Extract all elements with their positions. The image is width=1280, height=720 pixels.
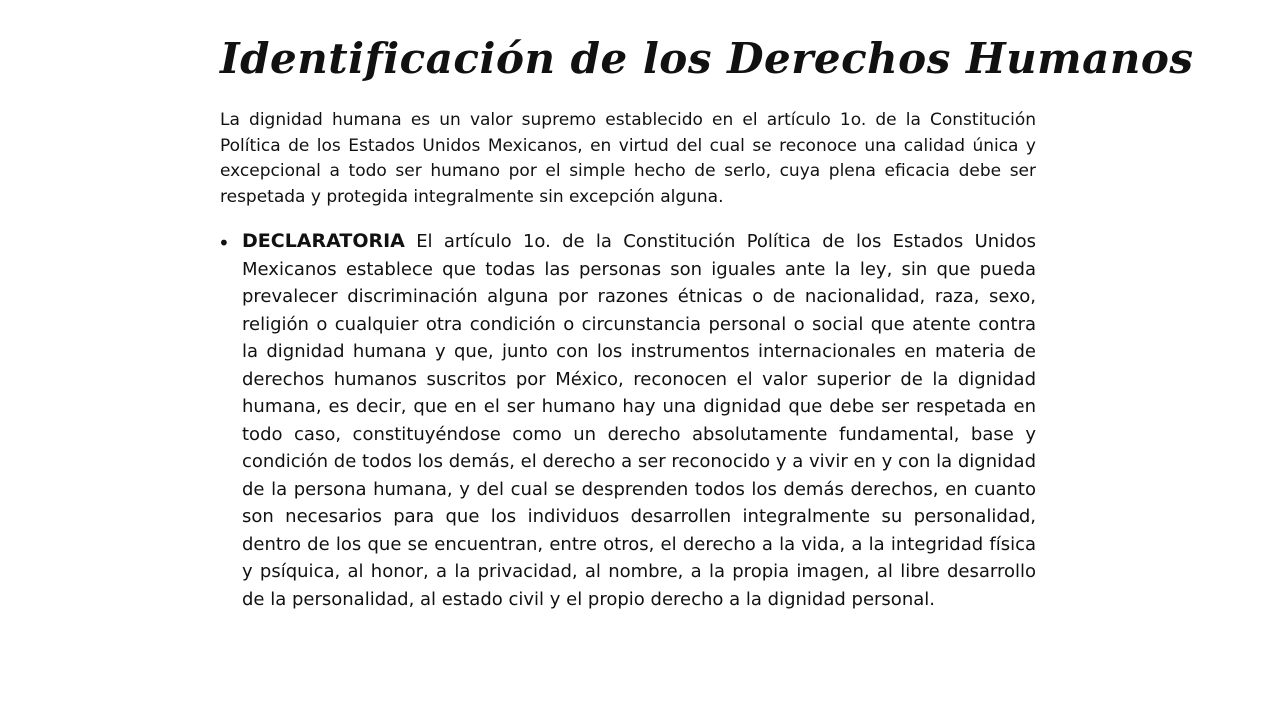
intro-paragraph: La dignidad humana es un valor supremo establecido en el artículo 1o. de la Constitución Política de los Estados Unidos Mexicanos, en virtud del cual se reconoce una calidad única y excepcional a todo ser humano por el simple hecho de serlo, cuya plena eficacia debe ser respetada y protegida integralmente sin excepción alguna.	[220, 110, 1036, 207]
bullet-body: El artículo 1o. de la Constitución Política de los Estados Unidos Mexicanos establece que todas las personas son iguales ante la ley, sin que pueda prevalecer discriminación alguna por razones étnicas o de nacionalidad, raza, sexo, religión o cualquier otra condición o circunstancia personal o social que atente contra la dignidad humana y que, junto con los instrumentos internacionales en materia de derechos humanos suscritos por México, reconocen el valor superior de la dignidad humana, es decir, que en el ser humano hay una dignidad que debe ser respetada en todo caso, constituyéndose como un derecho absolutamente fundamental, base y condición de todos los demás, el derecho a ser reconocido y a vivir en y con la dignidad de la persona humana, y del cual se desprenden todos los demás derechos, en cuanto son necesarios para que los individuos desarrollen integralmente su personalidad, dentro de los que se encuentran, entre otros, el derecho a la vida, a la integridad física y psíquica, al honor, a la privacidad, al nombre, a la propia imagen, al libre desarrollo de la personalidad, al estado civil y el propio derecho a la dignidad personal.	[242, 231, 1036, 610]
slide-title: Identificación de los Derechos Humanos	[220, 34, 1194, 83]
bullet-text	[242, 228, 1036, 613]
bullet-heading: DECLARATORIA	[242, 230, 405, 252]
bullet-dot-icon: •	[218, 231, 230, 255]
bullet-list	[218, 228, 1036, 613]
bullet-item-declaratoria	[218, 228, 1036, 613]
